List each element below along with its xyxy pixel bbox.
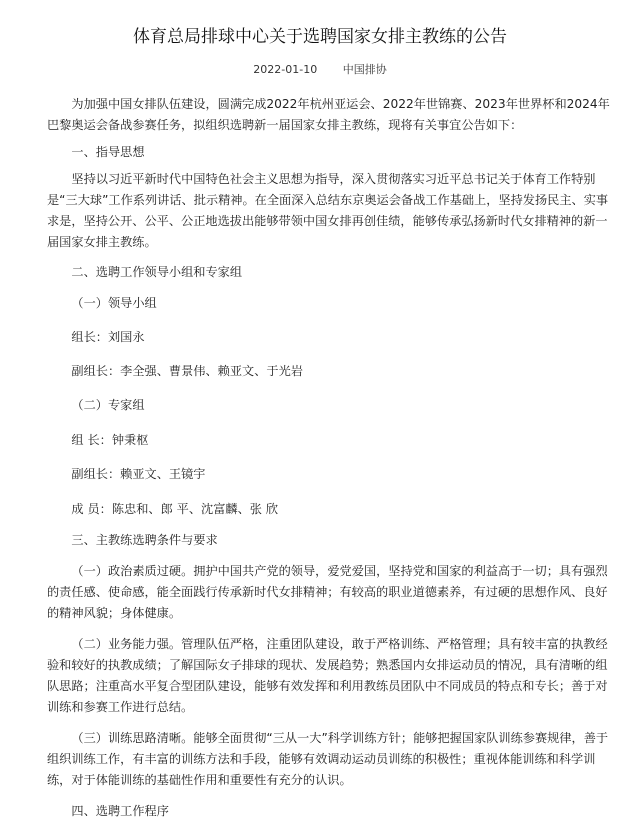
section-heading-1: 一、指导思想 (71, 145, 145, 159)
expert-group-deputies: 副组长：赖亚文、王镜宇 (71, 467, 206, 481)
publish-date: 2022-01-10 (253, 63, 318, 76)
page-title: 体育总局排球中心关于选聘国家女排主教练的公告 (133, 27, 507, 47)
leading-group-deputies: 副组长：李全强、曹景伟、赖亚文、于光岩 (71, 364, 303, 378)
requirement-professional: （二）业务能力强。管理队伍严格，注重团队建设，敢于严格训练、严格管理；具有较丰富的执教经验和较好的执教成绩；了解国际女子排球的现状、发展趋势；熟悉国内女排运动员的情况，具有清晰的组队思路；注重高水平复合型团队建设，能够有效发挥和利用教练员团队中不同成员的特点和专长；善于对训练和参赛工作进行总结。 (47, 637, 608, 714)
section-heading-2: 二、选聘工作领导小组和专家组 (71, 265, 243, 279)
section-heading-4: 四、选聘工作程序 (71, 804, 169, 818)
article-body (47, 94, 613, 822)
subsection-expert-group: （二）专家组 (71, 398, 145, 412)
leading-group-leader: 组长：刘国永 (71, 330, 145, 344)
article-meta (0, 61, 640, 77)
guiding-principle-paragraph: 坚持以习近平新时代中国特色社会主义思想为指导，深入贯彻落实习近平总书记关于体育工作特别是“三大球”工作系列讲话、批示精神。在全面深入总结东京奥运会备战工作基础上，坚持发扬民主、实事求是，坚持公开、公平、公正地选拔出能够带领中国女排再创佳绩，能够传承弘扬新时代女排精神的新一届国家女排主教练。 (47, 172, 609, 249)
expert-group-leader: 组 长：钟秉枢 (71, 433, 149, 447)
intro-paragraph: 为加强中国女排队伍建设，圆满完成2022年杭州亚运会、2022年世锦赛、2023年世界杯和2024年巴黎奥运会备战参赛任务，拟组织选聘新一届国家女排主教练，现将有关事宜公告如下： (47, 97, 610, 132)
expert-group-members: 成 员：陈忠和、郎 平、沈富麟、张 欣 (71, 502, 279, 516)
subsection-leading-group: （一）领导小组 (71, 296, 157, 310)
source-label: 中国排协 (342, 63, 387, 76)
section-heading-3: 三、主教练选聘条件与要求 (71, 533, 218, 547)
requirement-political: （一）政治素质过硬。拥护中国共产党的领导，爱党爱国，坚持党和国家的利益高于一切；具有强烈的责任感、使命感，能全面践行传承新时代女排精神；有较高的职业道德素养，有过硬的思想作风、良好的精神风貌；身体健康。 (47, 564, 608, 620)
requirement-training: （三）训练思路清晰。能够全面贯彻“三从一大”科学训练方针；能够把握国家队训练参赛规律，善于组织训练工作，有丰富的训练方法和手段，能够有效调动运动员训练的积极性；重视体能训练和科学训练，对于体能训练的基础性作用和重要性有充分的认识。 (47, 731, 609, 787)
